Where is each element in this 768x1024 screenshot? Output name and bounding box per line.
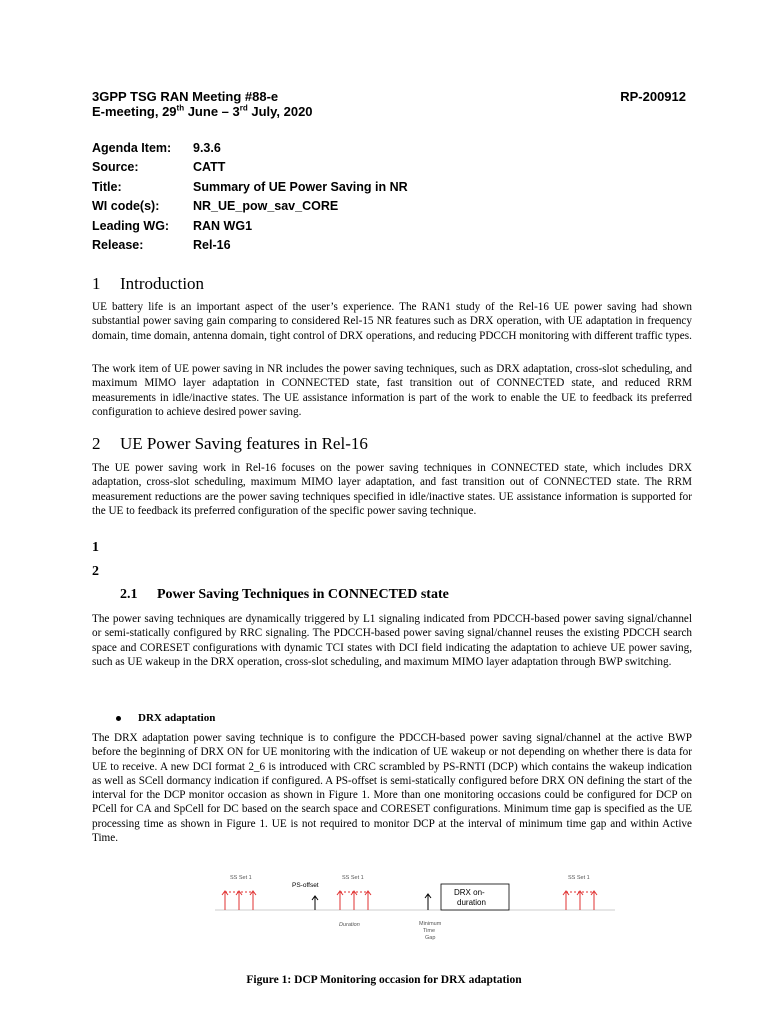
meta-label: WI code(s): <box>92 199 160 214</box>
ss-set-label-2: SS Set 1 <box>342 875 364 881</box>
dates-sup1: th <box>176 103 185 113</box>
ss-set-label-3: SS Set 1 <box>568 875 590 881</box>
meeting-title: 3GPP TSG RAN Meeting #88-e <box>92 89 279 104</box>
red-arrow <box>591 891 597 910</box>
dates-part2: June – 3 <box>184 104 240 119</box>
meta-row-source <box>92 158 408 178</box>
meta-label: Source: <box>92 160 139 175</box>
dates-part1: E-meeting, 29 <box>92 104 177 119</box>
intro-paragraph-2: The work item of UE power saving in NR includes the power saving techniques, such as DRX adaptation, cross-slot scheduling, and maximum MIMO layer adaptation in CONNECTED state, fast transition out of CONNECTED state, and reduced RRM measurements in idle/inactive states. The UE assistance information is part of the work to enable the UE to feedback its preferred configuration to achieve desired power saving. <box>92 363 692 418</box>
drx-bullet <box>116 712 215 724</box>
meta-row-wi-codes <box>92 197 408 217</box>
ss-set-group-1 <box>222 891 256 910</box>
red-arrow <box>577 891 583 910</box>
drx-on-label-2: duration <box>457 898 486 907</box>
section-1-heading <box>92 274 204 294</box>
section-number: 2 <box>92 434 101 453</box>
section-title: Introduction <box>120 274 205 293</box>
meta-label: Leading WG: <box>92 218 170 233</box>
meta-value: 9.3.6 <box>193 140 221 155</box>
intro-paragraph-1: UE battery life is an important aspect of the user’s experience. The RAN1 study of the Rel-16 UE power saving had shown substantial power saving gain comparing to considered Rel-15 NR features such as DRX operation, with UE adaptation in frequency domain, time domain, antenna domain, tight control of DRX operations, and reducing PDCCH monitoring with different traffic types. <box>92 301 692 342</box>
empty-heading-number-2: 2 <box>92 564 99 579</box>
red-arrow <box>222 891 228 910</box>
metadata-table <box>92 138 408 255</box>
ss-set-group-3 <box>563 891 597 910</box>
drx-on-label-1: DRX on- <box>454 888 485 897</box>
section-number: 2.1 <box>120 587 138 602</box>
red-arrow <box>351 891 357 910</box>
dcp-monitoring-diagram <box>215 870 615 946</box>
meta-row-agenda <box>92 138 408 158</box>
meta-value: NR_UE_pow_sav_CORE <box>193 199 339 214</box>
ss-set-label-1: SS Set 1 <box>230 875 252 881</box>
bullet-label: DRX adaptation <box>138 712 216 724</box>
meeting-dates <box>92 104 313 119</box>
meta-label: Agenda Item: <box>92 140 172 155</box>
section-2-1-heading <box>120 587 449 603</box>
section-2-1-paragraph: The power saving techniques are dynamically triggered by L1 signaling indicated from PDCCH-based power saving signal/channel or semi-statically configured by RRC signaling. The PDCCH-based power saving signal/channel reuses the existing PDCCH search space and CORESET configurations with dynamic TCI states with DCI field indicating the adaptation to achieve UE power saving, such as UE wakeup in the DRX operation, cross-slot scheduling, and maximum MIMO layer adaptation through BWP switching. <box>92 613 692 668</box>
figure-caption: Figure 1: DCP Monitoring occasion for DRX adaptation <box>246 974 522 986</box>
meta-value: Rel-16 <box>193 238 231 253</box>
meta-label: Release: <box>92 238 144 253</box>
meta-label: Title: <box>92 179 122 194</box>
section-2-paragraph: The UE power saving work in Rel-16 focuses on the power saving techniques in CONNECTED state, which includes DRX adaptation, cross-slot scheduling, maximum MIMO layer adaptation, and fast transition out of CONNECTED state. The RRM measurement reductions are the power saving techniques specified in idle/inactive states. UE assistance information is supported for the UE to feedback its preferred configuration of the specific power saving technique. <box>92 462 692 517</box>
ps-offset-label: PS-offset <box>292 882 319 889</box>
section-2-heading <box>92 434 368 454</box>
empty-heading-number-1: 1 <box>92 540 99 555</box>
meta-value: CATT <box>193 160 226 175</box>
meta-value: Summary of UE Power Saving in NR <box>193 179 408 194</box>
dates-part3: July, 2020 <box>247 104 313 119</box>
drx-paragraph: The DRX adaptation power saving technique is to configure the PDCCH-based power saving signal/channel at the active BWP before the beginning of DRX ON for UE monitoring with the indication of UE wakeup or not depending on whether there is data for UE to receive. A new DCI format 2_6 is introduced with CRC scrambled by PS-RNTI (DCP) which contains the wakeup indication as well as SCell dormancy indication if configured. A PS-offset is semi-statically configured before DRX ON defining the start of the interval for the DCP monitor occasion as shown in Figure 1. More than one monitoring occasions could be configured for DCP on PCell for CA and SpCell for DC based on the search space and CORESET configurations. Minimum time gap is specified as the UE processing time as shown in Figure 1. UE is not required to monitor DCP at the interval of minimum time gap and within Active Time. <box>92 732 692 845</box>
min-gap-label-1: Minimum <box>419 921 442 927</box>
red-arrow <box>236 891 242 910</box>
red-arrow <box>563 891 569 910</box>
red-arrow <box>337 891 343 910</box>
min-gap-arrow <box>425 894 431 910</box>
section-title: UE Power Saving features in Rel-16 <box>120 434 368 453</box>
meta-row-release <box>92 236 408 256</box>
dates-sup2: rd <box>239 103 248 113</box>
duration-label: Duration <box>339 922 360 928</box>
min-gap-label-3: Gap <box>425 935 436 941</box>
ss-set-group-2 <box>337 891 371 910</box>
bullet-dot <box>116 716 121 721</box>
min-gap-label-2: Time <box>423 928 436 934</box>
section-number: 1 <box>92 274 101 293</box>
meta-value: RAN WG1 <box>193 218 253 233</box>
ps-offset-arrow <box>312 896 318 910</box>
red-arrow <box>250 891 256 910</box>
red-arrow <box>365 891 371 910</box>
section-title: Power Saving Techniques in CONNECTED state <box>157 587 449 602</box>
document-number: RP-200912 <box>620 89 686 104</box>
meta-row-leading-wg <box>92 216 408 236</box>
meta-row-title <box>92 177 408 197</box>
